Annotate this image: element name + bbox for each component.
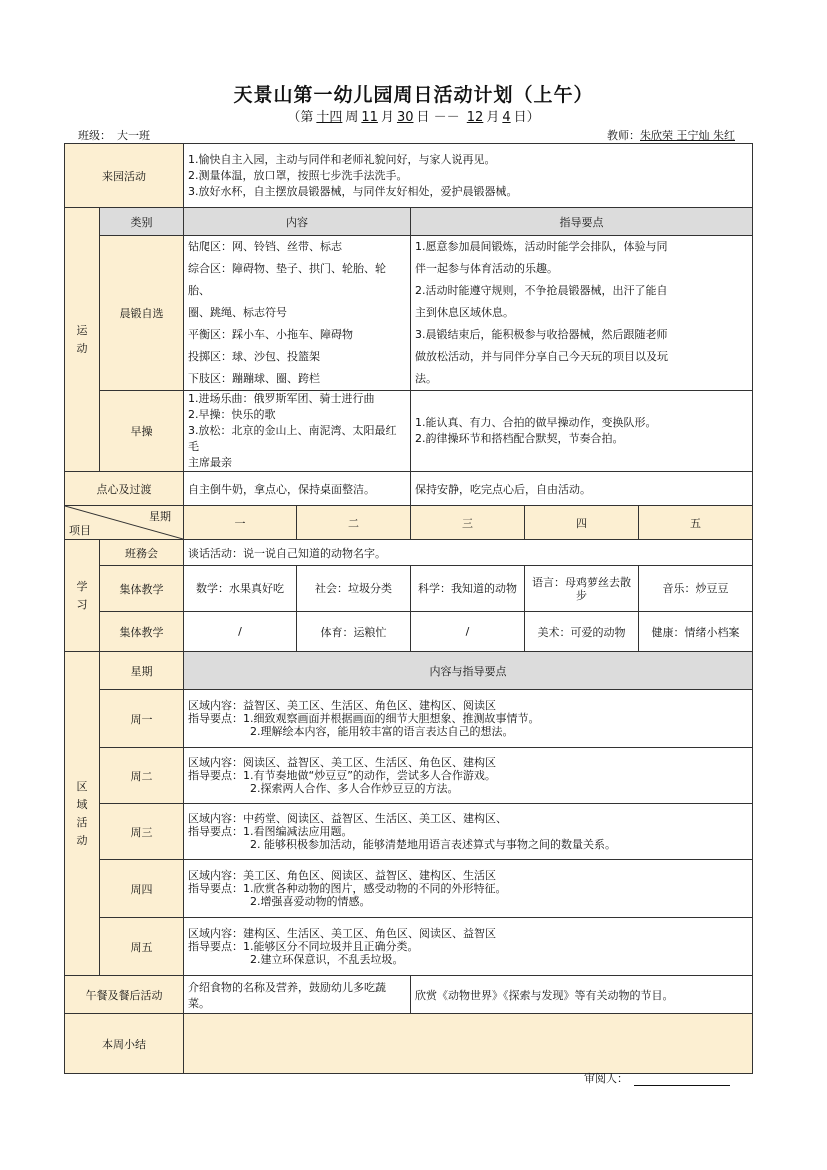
day-header-tue: 二 [297,506,411,540]
col-points-header: 指导要点 [411,208,753,236]
arrival-label: 来园活动 [65,144,184,208]
content-line: 圈、跳绳、标志符号 [188,306,287,319]
exercise-label-text: 运动 [76,323,88,355]
reviewer-label: 审阅人： [584,1072,628,1085]
day-header-wed: 三 [411,506,525,540]
class-value: 大一班 [111,127,193,144]
reviewer-signature [584,1070,730,1086]
point-line: 1.能认真、有力、合拍的做早操动作，变换队形。 [415,416,657,429]
reviewer-line [634,1075,730,1086]
arrival-line: 3.放好水杯，自主摆放晨锻器械，与同伴友好相处，爱护晨锻器械。 [188,184,518,198]
area-content-tue [184,748,753,804]
page-title: 天景山第一幼儿园周日活动计划（上午） [233,84,594,106]
morning-exercise-points [411,236,753,391]
content-line: 综合区：障碍物、垫子、拱门、轮胎、轮胎、 [188,262,386,297]
area-point: 2.探索两人合作、多人合作炒豆豆的方法。 [250,782,459,795]
area-day-wed: 周三 [100,804,184,860]
area-day-fri: 周五 [100,918,184,976]
area-point: 2.理解绘本内容，能用较丰富的语言表达自己的想法。 [250,725,514,738]
study-label [65,540,100,652]
morning-exercise-label: 晨锻自选 [100,236,184,391]
area-day-header: 星期 [100,652,184,690]
area-point: 2. 能够积极参加活动，能够清楚地用语言表述算式与事物之间的数量关系。 [250,838,616,851]
arrival-line: 2.测量体温，放口罩，按照七步洗手法洗手。 [188,168,408,182]
day-header-thu: 四 [525,506,639,540]
area-point: 指导要点：1.能够区分不同垃圾并且正确分类。 [188,940,419,953]
drill-content [184,391,411,472]
class-label: 班级： [78,129,111,142]
lesson2-mon: / [184,612,297,652]
area-day-thu: 周四 [100,860,184,918]
area-content-mon [184,690,753,748]
content-line: 钻爬区：网、铃铛、丝带、标志 [188,240,342,253]
area-label [65,652,100,976]
content-line: 主席最亲 [188,456,232,469]
exercise-label [65,208,100,472]
summary-label: 本周小结 [65,1014,184,1074]
col-content-header: 内容 [184,208,411,236]
group-teaching-label-2: 集体教学 [100,612,184,652]
lesson-tue: 社会：垃圾分类 [297,566,411,612]
area-point: 指导要点：1.细致观察画面并根据画面的细节大胆想象、推测故事情节。 [188,712,540,725]
day-separator: 日 －－ [416,110,460,125]
snack-content: 自主倒牛奶，拿点心，保持桌面整洁。 [184,472,411,506]
week-label: 周 [345,110,359,125]
area-content-thu [184,860,753,918]
point-line: 1.愿意参加晨间锻炼，活动时能学会排队，体验与同 [415,240,668,253]
month-label: 月 [380,110,394,125]
lunch-content: 介绍食物的名称及营养，鼓励幼儿多吃蔬菜。 [184,976,411,1014]
area-content-header: 内容与指导要点 [184,652,753,690]
point-line: 做放松活动，并与同伴分享自己今天玩的项目以及玩 [415,350,668,363]
col-type-header: 类别 [100,208,184,236]
area-day-mon: 周一 [100,690,184,748]
area-content-fri [184,918,753,976]
content-line: 下肢区：蹦蹦球、圈、跨栏 [188,372,320,385]
date-prefix: （第 [287,110,314,125]
day-header-mon: 一 [184,506,297,540]
summary-content [184,1014,753,1074]
lesson-fri: 音乐：炒豆豆 [639,566,753,612]
area-zones: 区域内容：益智区、美工区、生活区、角色区、建构区、阅读区 [188,699,496,712]
content-line: 1.进场乐曲：俄罗斯军团、骑士进行曲 [188,392,375,405]
area-point: 2.增强喜爱动物的情感。 [250,895,371,908]
area-zones: 区域内容：美工区、角色区、阅读区、益智区、建构区、生活区 [188,869,496,882]
area-label-text: 区域活动 [76,779,88,847]
point-line: 3.晨锻结束后，能积极参与收拾器械，然后跟随老师 [415,328,668,341]
class-info [78,127,193,144]
drill-points [411,391,753,472]
content-line: 3.放松：北京的金山上、南泥湾、太阳最红毛 [188,424,397,453]
lesson-thu: 语言：母鸡萝丝去散步 [525,566,639,612]
lesson2-fri: 健康：情绪小档案 [639,612,753,652]
plan-table [64,143,753,1074]
start-day: 30 [396,110,414,125]
start-month: 11 [361,110,378,125]
point-line: 2.活动时能遵守规则，不争抢晨锻器械，出汗了能自 [415,284,668,297]
point-line: 主到休息区域休息。 [415,306,514,319]
study-label-text: 学习 [76,579,88,611]
point-line: 2.韵律操环节和搭档配合默契，节奏合拍。 [415,432,624,445]
drill-label: 早操 [100,391,184,472]
lesson2-wed: / [411,612,525,652]
week-number: 十四 [316,110,343,125]
teacher-label: 教师： [607,129,640,142]
snack-points: 保持安静，吃完点心后，自由活动。 [411,472,753,506]
week-diagonal-header [65,506,184,540]
teacher-info [607,127,735,143]
lesson2-tue: 体育：运粮忙 [297,612,411,652]
area-zones: 区域内容：建构区、生活区、美工区、角色区、阅读区、益智区 [188,927,496,940]
day-header-fri: 五 [639,506,753,540]
item-axis-label: 项目 [69,524,91,537]
lesson-mon: 数学：水果真好吃 [184,566,297,612]
area-zones: 区域内容：中药堂、阅读区、益智区、生活区、美工区、建构区、 [188,812,507,825]
content-line: 平衡区：踩小车、小拖车、障碍物 [188,328,353,341]
end-day: 4 [502,110,511,125]
area-content-wed [184,804,753,860]
content-line: 2.早操：快乐的歌 [188,408,276,421]
lunch-label: 午餐及餐后活动 [65,976,184,1014]
area-point: 指导要点：1.看图编减法应用题。 [188,825,353,838]
date-suffix: 日） [513,110,540,125]
lesson2-thu: 美术：可爱的动物 [525,612,639,652]
arrival-line: 1.愉快自主入园，主动与同伴和老师礼貌问好，与家人说再见。 [188,152,496,166]
snack-label: 点心及过渡 [65,472,184,506]
lesson-wed: 科学：我知道的动物 [411,566,525,612]
end-month: 12 [466,110,484,125]
teacher-value: 朱欣荣 王宁灿 朱红 [640,129,735,142]
group-teaching-label-1: 集体教学 [100,566,184,612]
date-range [0,106,827,125]
arrival-content [184,144,753,208]
point-line: 伴一起参与体育活动的乐趣。 [415,262,558,275]
month-label-2: 月 [486,110,500,125]
weekday-axis-label: 星期 [149,510,171,523]
area-zones: 区域内容：阅读区、益智区、美工区、生活区、角色区、建构区 [188,756,496,769]
area-point: 指导要点：1.欣赏各种动物的图片，感受动物的不同的外形特征。 [188,882,507,895]
class-meeting-label: 班務会 [100,540,184,566]
area-day-tue: 周二 [100,748,184,804]
area-point: 指导要点：1.有节奏地做“炒豆豆”的动作，尝试多人合作游戏。 [188,769,496,782]
class-meeting-content: 谈话活动：说一说自己知道的动物名字。 [184,540,753,566]
point-line: 法。 [415,372,437,385]
area-point: 2.建立环保意识，不乱丢垃圾。 [250,953,404,966]
content-line: 投掷区：球、沙包、投篮架 [188,350,320,363]
lunch-points: 欣赏《动物世界》《探索与发现》等有关动物的节目。 [411,976,753,1014]
morning-exercise-content [184,236,411,391]
